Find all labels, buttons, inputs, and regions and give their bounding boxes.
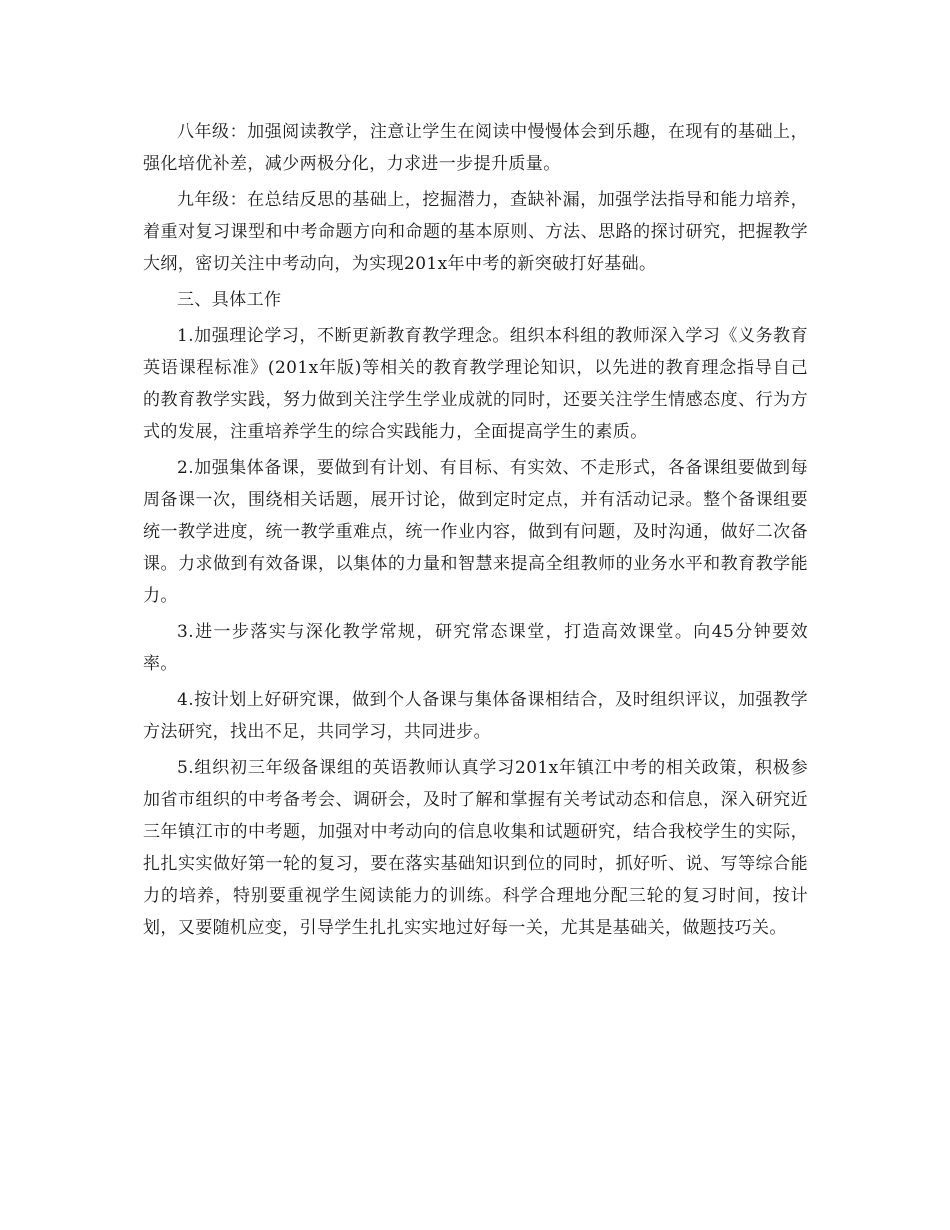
paragraph-item-5: 5.组织初三年级备课组的英语教师认真学习201x年镇江中考的相关政策，积极参加省市组织的中考备考会、调研会，及时了解和掌握有关考试动态和信息，深入研究近三年镇江市的中考题，加强对中考动向的信息收集和试题研究，结合我校学生的实际，扎扎实实做好第一轮的复习，要在落实基础知识到位的同时，抓好听、说、写等综合能力的培养，特别要重视学生阅读能力的训练。科学合理地分配三轮的复习时间，按计划，又要随机应变，引导学生扎扎实实地过好每一关，尤其是基础关，做题技巧关。 [143,758,808,938]
paragraph-item-4: 4.按计划上好研究课，做到个人备课与集体备课相结合，及时组织评议，加强教学方法研究，找出不足，共同学习，共同进步。 [143,690,808,742]
paragraph-item-1: 1.加强理论学习，不断更新教育教学理念。组织本科组的教师深入学习《义务教育英语课程标准》(201x年版)等相关的教育教学理论知识，以先进的教育理念指导自己的教育教学实践，努力做到关注学生学业成就的同时，还要关注学生情感态度、行为方式的发展，注重培养学生的综合实践能力，全面提高学生的素质。 [143,326,808,442]
section-heading-specific-work: 三、具体工作 [177,290,282,310]
paragraph-item-3: 3.进一步落实与深化教学常规，研究常态课堂，打造高效课堂。向45分钟要效率。 [143,622,808,674]
paragraph-item-2: 2.加强集体备课，要做到有计划、有目标、有实效、不走形式，各备课组要做到每周备课一次，围绕相关话题，展开讨论，做到定时定点，并有活动记录。整个备课组要统一教学进度，统一教学重难点，统一作业内容，做到有问题，及时沟通，做好二次备课。力求做到有效备课，以集体的力量和智慧来提高全组教师的业务水平和教育教学能力。 [143,458,808,606]
paragraph-grade-eight: 八年级：加强阅读教学，注意让学生在阅读中慢慢体会到乐趣，在现有的基础上，强化培优补差，减少两极分化，力求进一步提升质量。 [143,122,808,174]
document-page [143,116,808,948]
paragraph-grade-nine: 九年级：在总结反思的基础上，挖掘潜力，查缺补漏，加强学法指导和能力培养，着重对复习课型和中考命题方向和命题的基本原则、方法、思路的探讨研究，把握教学大纲，密切关注中考动向，为实现201x年中考的新突破打好基础。 [143,190,808,274]
